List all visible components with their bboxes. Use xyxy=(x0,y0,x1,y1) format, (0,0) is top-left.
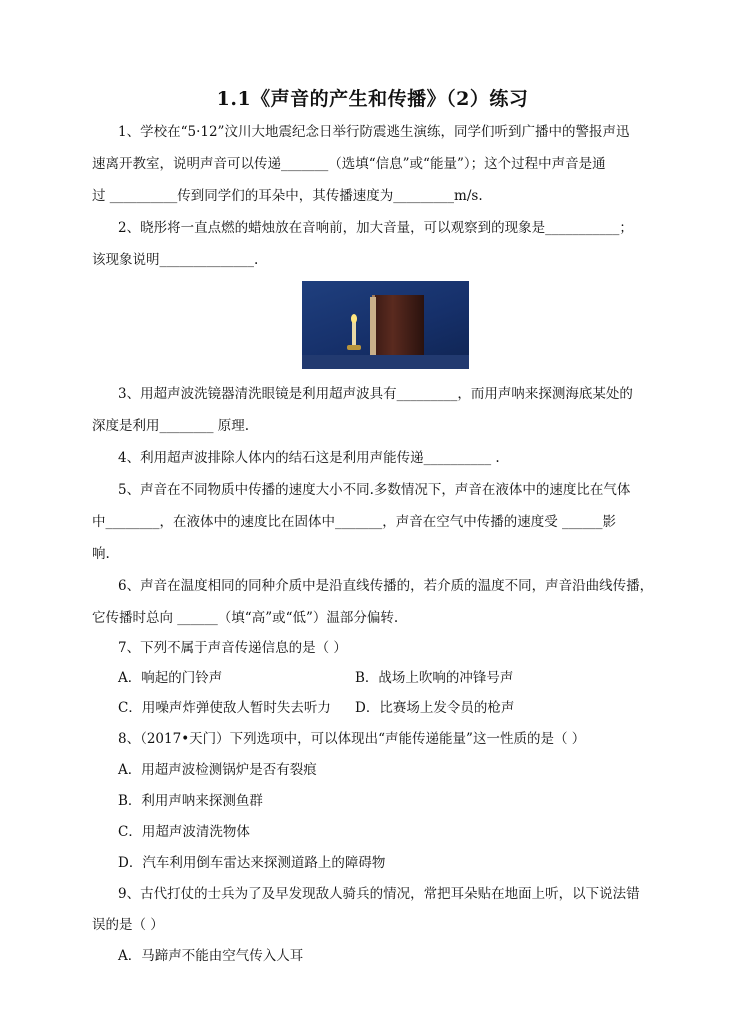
q7-option-c: C．用噪声炸弹使敌人暂时失去听力 xyxy=(118,700,331,716)
q5-line-1: 5、声音在不同物质中传播的速度大小不同.多数情况下，声音在液体中的速度比在气体 xyxy=(118,482,631,498)
q5-line-2: 中________，在液体中的速度比在固体中_______，声音在空气中传播的速度受 ______影 xyxy=(92,514,617,530)
q4-line-1: 4、利用超声波排除人体内的结石这是利用声能传递__________ . xyxy=(118,450,500,466)
q6-line-2: 它传播时总向 ______（填“高”或“低”）温部分偏转. xyxy=(92,610,399,626)
q3-line-2: 深度是利用________ 原理. xyxy=(92,418,250,434)
q9-line-2: 误的是（ ） xyxy=(92,917,164,933)
q5-line-3: 响. xyxy=(92,546,110,562)
photo-table xyxy=(302,355,469,369)
q9-option-a: A．马蹄声不能由空气传入人耳 xyxy=(118,948,304,964)
q8-option-c: C．用超声波清洗物体 xyxy=(118,824,250,840)
q8-stem: 8、（2017•天门）下列选项中，可以体现出“声能传递能量”这一性质的是（ ） xyxy=(118,731,586,747)
q1-line-2: 速离开教室，说明声音可以传递_______（选填“信息”或“能量”）；这个过程中声音是通 xyxy=(92,156,606,172)
q1-line-3: 过 __________传到同学们的耳朵中，其传播速度为_________m/s. xyxy=(92,188,483,204)
photo-candle-holder xyxy=(347,345,361,350)
photo-candle xyxy=(352,321,356,347)
q7-stem: 7、下列不属于声音传递信息的是（ ） xyxy=(118,640,347,656)
q8-option-b: B．利用声呐来探测鱼群 xyxy=(118,793,263,809)
photo-speaker xyxy=(372,295,424,355)
q6-line-1: 6、声音在温度相同的同种介质中是沿直线传播的，若介质的温度不同，声音沿曲线传播， xyxy=(118,578,654,594)
photo-speaker-edge xyxy=(370,297,376,355)
q1-line-1: 1、学校在“5·12”汶川大地震纪念日举行防震逃生演练，同学们听到广播中的警报声迅 xyxy=(118,124,630,140)
candle-speaker-photo xyxy=(302,281,469,369)
page-title: 1.1《声音的产生和传播》（2）练习 xyxy=(216,88,529,110)
q9-line-1: 9、古代打仗的士兵为了及早发现敌人骑兵的情况，常把耳朵贴在地面上听，以下说法错 xyxy=(118,886,640,902)
photo-flame xyxy=(351,314,357,323)
q7-option-b: B．战场上吹响的冲锋号声 xyxy=(355,670,514,686)
q2-line-2: 该现象说明______________. xyxy=(92,252,259,268)
q3-line-1: 3、用超声波洗镜器清洗眼镜是利用超声波具有_________，而用声呐来探测海底某处的 xyxy=(118,386,633,402)
q2-line-1: 2、晓彤将一直点燃的蜡烛放在音响前，加大音量，可以观察到的现象是___________； xyxy=(118,220,633,236)
q7-option-a: A．响起的门铃声 xyxy=(118,670,223,686)
q8-option-a: A．用超声波检测锅炉是否有裂痕 xyxy=(118,762,317,778)
q8-option-d: D．汽车利用倒车雷达来探测道路上的障碍物 xyxy=(118,855,386,871)
q7-option-d: D．比赛场上发令员的枪声 xyxy=(355,700,515,716)
